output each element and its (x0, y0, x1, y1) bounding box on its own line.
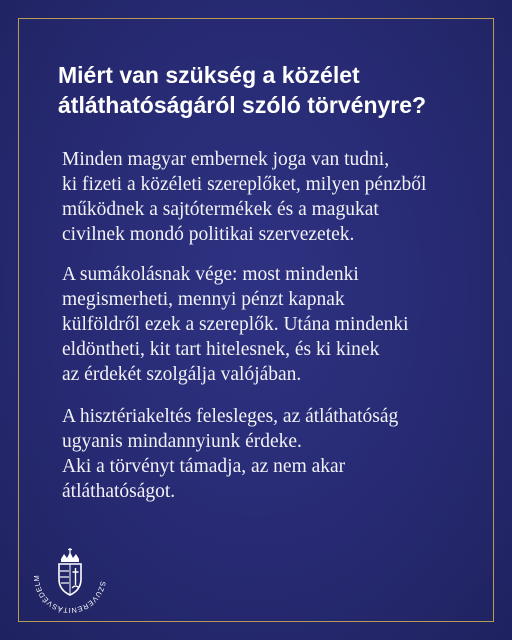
paragraph-line: ugyanis mindannyiunk érdeke. (62, 431, 302, 452)
logo-text: SZUVERENITÁSVÉDELM (31, 574, 108, 616)
paragraph-line: eldöntheti, kit tart hitelesnek, és ki kinek (62, 339, 380, 360)
paragraph-3 (62, 404, 462, 504)
paragraph-line: ki fizeti a közéleti szereplőket, milyen pénzből (62, 174, 427, 195)
page-title (58, 60, 478, 120)
paragraph-1 (62, 147, 462, 247)
paragraph-line: Minden magyar embernek joga van tudni, (62, 149, 390, 170)
paragraph-line: Aki a törvényt támadja, az nem akar (62, 456, 346, 477)
paragraph-line: A hisztériakeltés felesleges, az átláthatóság (62, 406, 399, 427)
title-line: Miért van szükség a közélet (58, 62, 360, 88)
agency-logo (28, 535, 112, 619)
paragraph-line: működnek a sajtótermékek és a magukat (62, 199, 379, 220)
paragraph-line: külföldről ezek a szereplők. Utána mindenki (62, 314, 409, 335)
paragraph-line: A sumákolásnak vége: most mindenki (62, 264, 359, 285)
paragraph-line: az érdekét szolgálja valójában. (62, 364, 302, 385)
paragraph-line: civilnek mondó politikai szervezetek. (62, 224, 355, 245)
paragraph-line: megismerheti, mennyi pénzt kapnak (62, 289, 345, 310)
hungarian-coat-of-arms-icon (59, 548, 81, 595)
agency-seal (28, 535, 112, 619)
title-line: átláthatóságáról szóló törvényre? (58, 92, 427, 118)
paragraph-line: átláthatóságot. (62, 481, 176, 502)
paragraph-2 (62, 262, 462, 387)
